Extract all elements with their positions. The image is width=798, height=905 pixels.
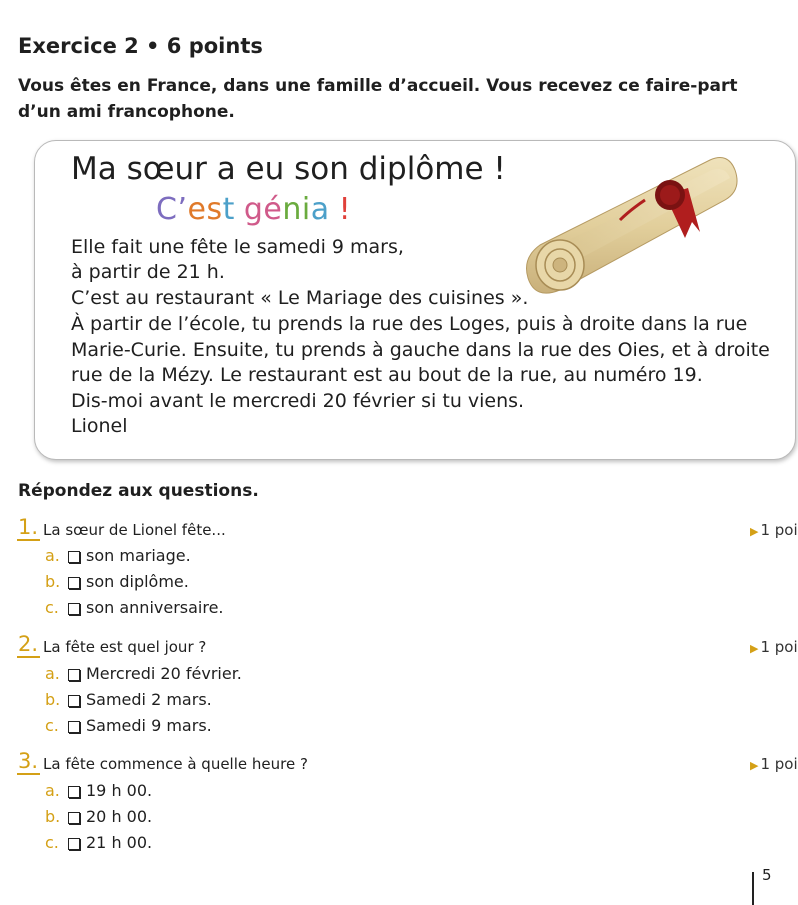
checkbox[interactable] (68, 551, 80, 563)
checkbox[interactable] (68, 838, 80, 850)
triangle-icon: ▶ (750, 525, 759, 538)
exclamation-letter: C (156, 192, 178, 227)
checkbox[interactable] (68, 721, 80, 733)
card-line: rue de la Mézy. Le restaurant est au bout de la rue, au numéro 19. (71, 364, 703, 386)
option-letter: b. (45, 807, 61, 826)
checkbox[interactable] (68, 669, 80, 681)
option-letter: a. (45, 781, 60, 800)
option-letter: a. (45, 546, 60, 565)
exercise-instruction: Vous êtes en France, dans une famille d’accueil. Vous recevez ce faire-part d’un ami francophone. (18, 76, 738, 122)
option-text: Samedi 2 mars. (86, 690, 212, 709)
exclamation-letter: a (310, 192, 330, 227)
exclamation-letter: g (243, 192, 264, 227)
option-text: son mariage. (86, 546, 191, 565)
card-line: À partir de l’école, tu prends la rue des Loges, puis à droite dans la rue (71, 313, 748, 335)
option-letter: c. (45, 598, 59, 617)
question-text: La fête est quel jour ? (43, 638, 207, 656)
option-letter: b. (45, 572, 61, 591)
exclamation-letter: ’ (177, 192, 188, 227)
card-line: à partir de 21 h. (71, 261, 225, 283)
option-text: Mercredi 20 février. (86, 664, 242, 683)
option-letter: c. (45, 716, 59, 735)
checkbox[interactable] (68, 695, 80, 707)
option-letter: a. (45, 664, 60, 683)
exclamation-letter: n (282, 192, 302, 227)
checkbox[interactable] (68, 812, 80, 824)
option-text: 19 h 00. (86, 781, 153, 800)
option-text: Samedi 9 mars. (86, 716, 212, 735)
checkbox[interactable] (68, 603, 80, 615)
card-line: Dis-moi avant le mercredi 20 février si tu viens. (71, 390, 525, 412)
exclamation-letter: i (301, 192, 311, 227)
option-text: son diplôme. (86, 572, 189, 591)
option-text: 20 h 00. (86, 807, 153, 826)
exclamation-letter: e (187, 192, 207, 227)
option-letter: b. (45, 690, 61, 709)
question-points: ▶ 1 poi (750, 755, 798, 773)
exclamation-letter: s (206, 192, 223, 227)
checkbox[interactable] (68, 786, 80, 798)
exclamation-letter: é (263, 192, 283, 227)
card-line: C’est au restaurant « Le Mariage des cuisines ». (71, 287, 529, 309)
question-points: ▶ 1 poi (750, 638, 798, 656)
question-number: 1. (18, 515, 39, 539)
option-letter: c. (45, 833, 59, 852)
option-text: son anniversaire. (86, 598, 224, 617)
page-divider (752, 872, 754, 905)
card-title: Ma sœur a eu son diplôme ! (71, 151, 506, 187)
questions-heading: Répondez aux questions. (18, 481, 259, 501)
question-number: 2. (18, 632, 39, 656)
page-number: 5 (762, 866, 772, 884)
exclamation-letter: ! (338, 192, 352, 227)
option-text: 21 h 00. (86, 833, 153, 852)
exclamation-letter: t (222, 192, 235, 227)
diploma-scroll-icon (520, 150, 745, 300)
question-text: La fête commence à quelle heure ? (43, 755, 308, 773)
card-line: Marie-Curie. Ensuite, tu prends à gauche dans la rue des Oies, et à droite (71, 339, 770, 361)
triangle-icon: ▶ (750, 759, 759, 772)
triangle-icon: ▶ (750, 642, 759, 655)
card-line: Elle fait une fête le samedi 9 mars, (71, 236, 404, 258)
exercise-title: Exercice 2 • 6 points (18, 34, 263, 58)
card-line: Lionel (71, 415, 128, 437)
checkbox[interactable] (68, 577, 80, 589)
question-text: La sœur de Lionel fête... (43, 521, 226, 539)
card-exclamation (156, 192, 351, 227)
question-number: 3. (18, 749, 39, 773)
question-points: ▶ 1 poi (750, 521, 798, 539)
